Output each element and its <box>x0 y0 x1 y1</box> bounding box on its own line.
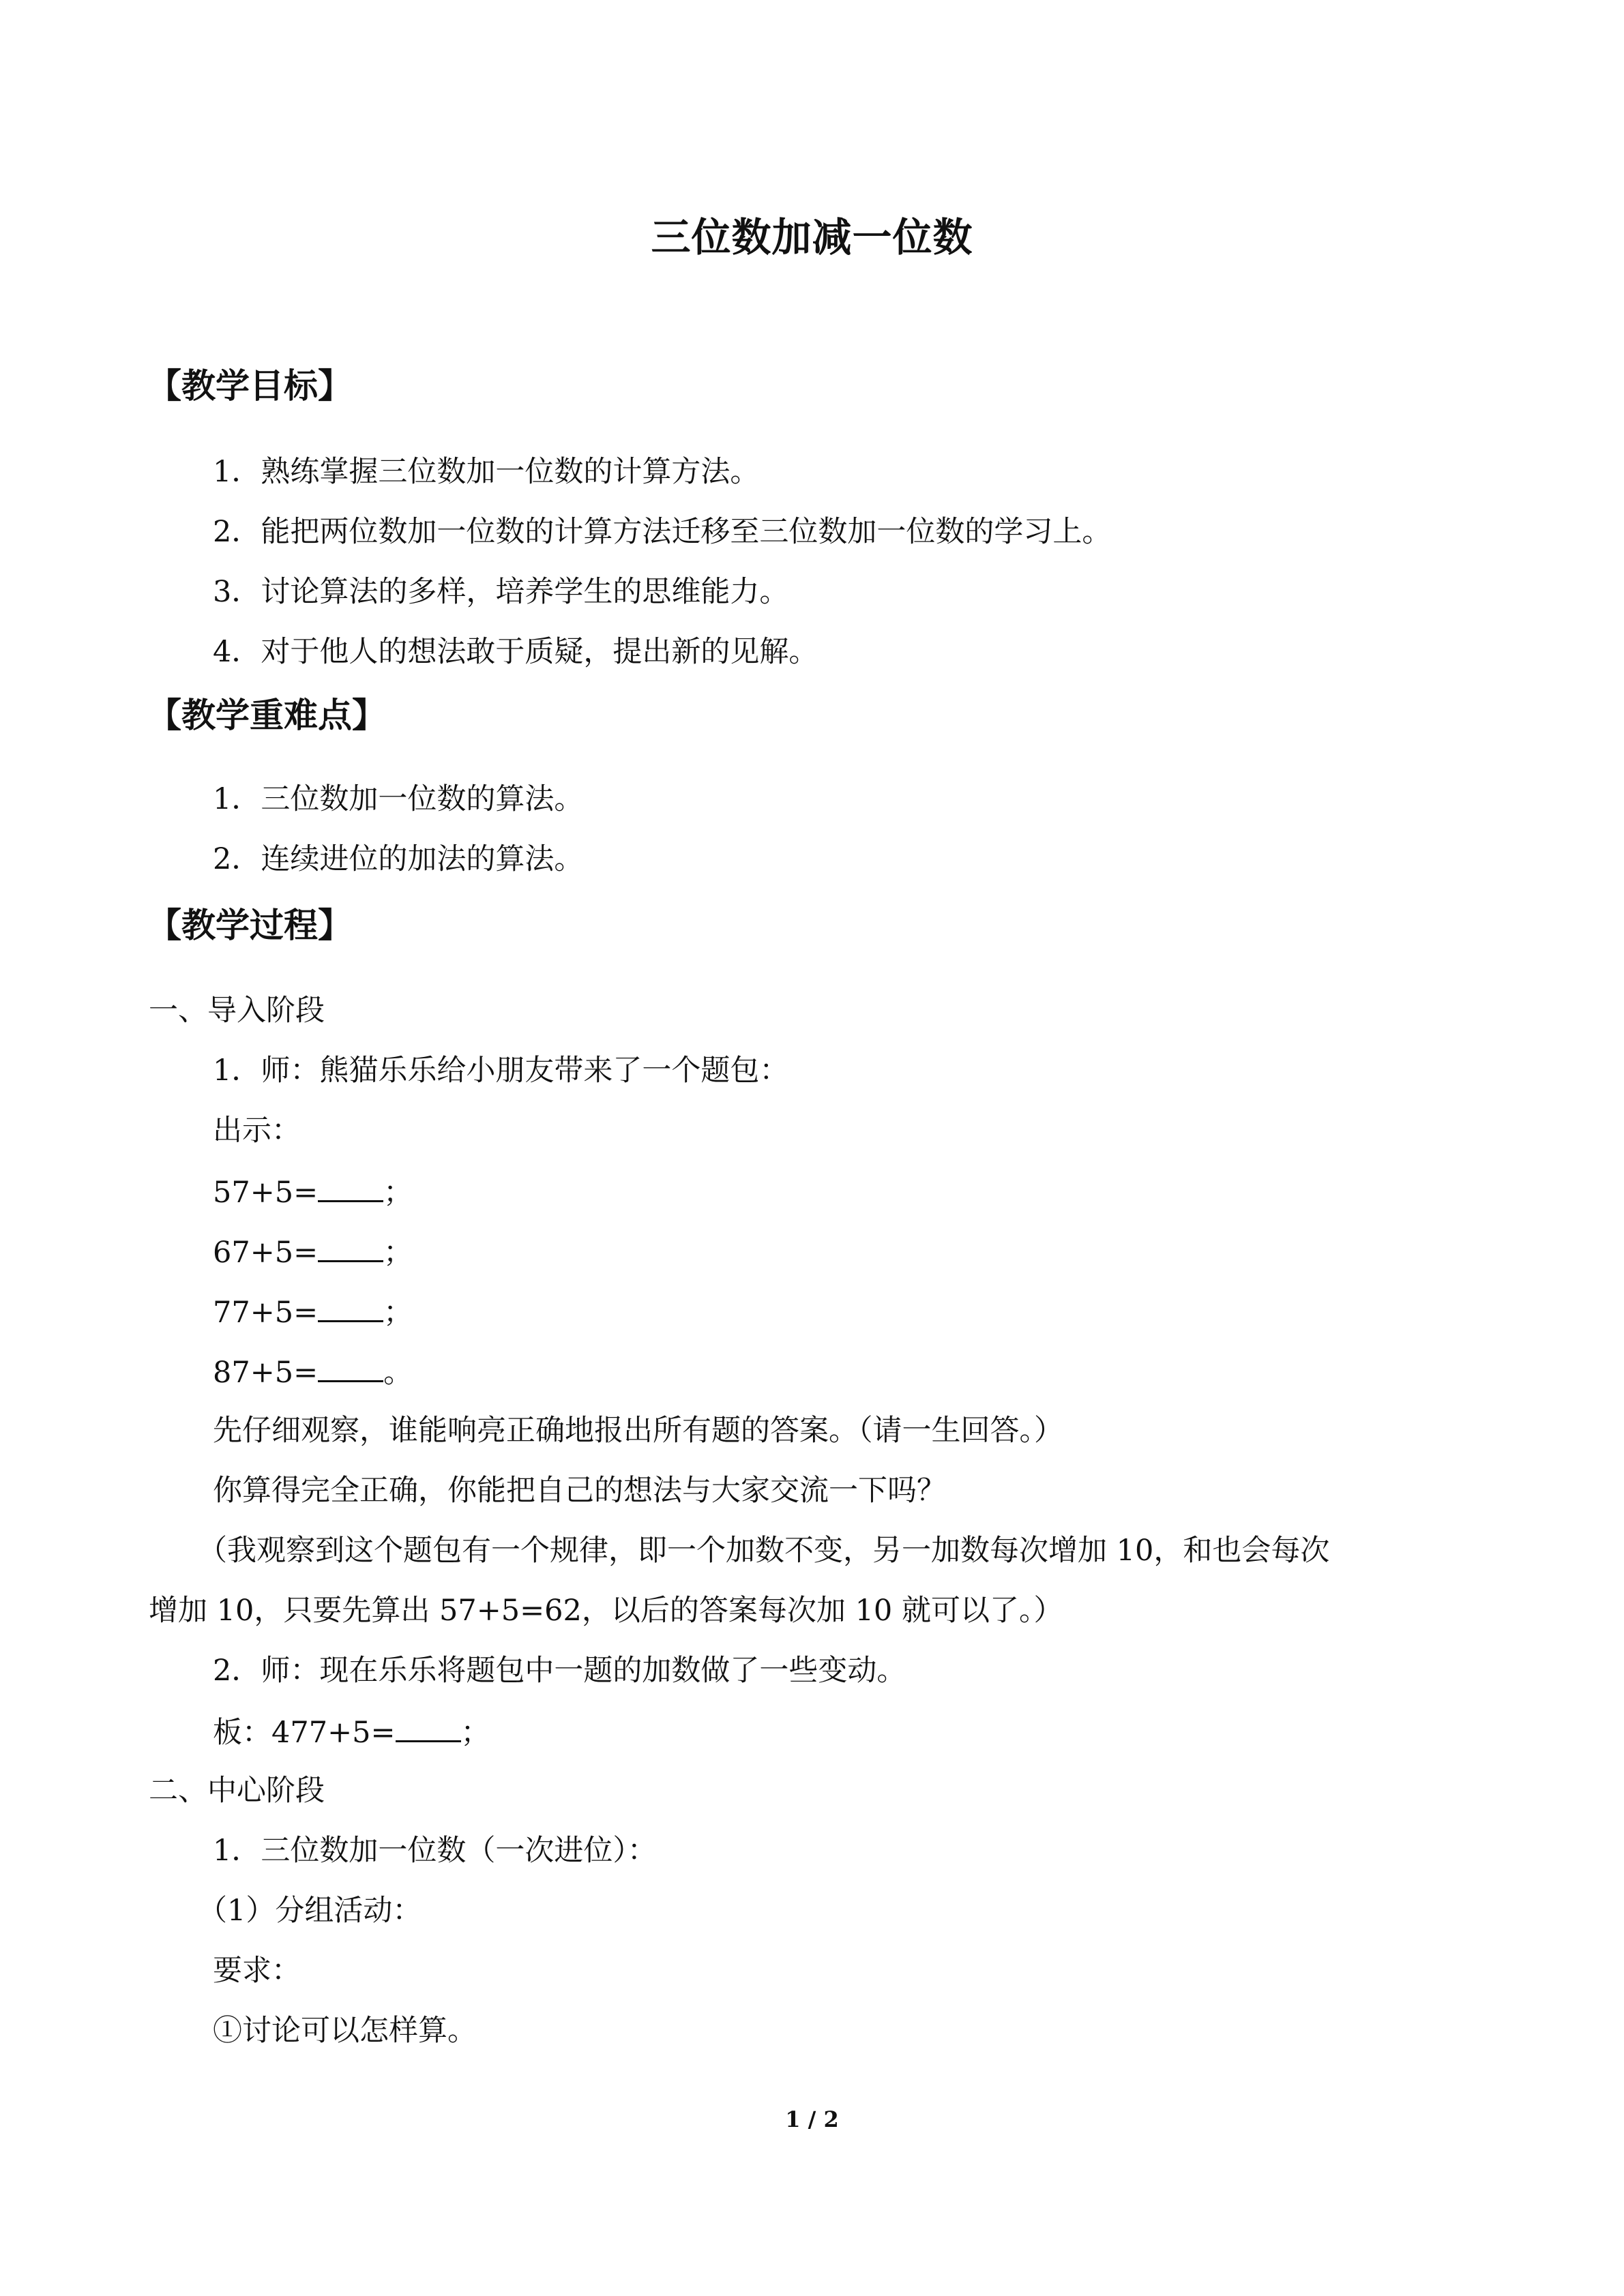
key-point-item: 1．三位数加一位数的算法。 <box>213 782 584 816</box>
stage-title: 一、导入阶段 <box>149 994 325 1028</box>
answer-blank <box>396 1710 461 1742</box>
board-expr: 477+5= <box>271 1716 396 1750</box>
stage-title: 二、中心阶段 <box>149 1774 325 1808</box>
objective-item: 1．熟练掌握三位数加一位数的计算方法。 <box>213 455 760 489</box>
equation-end: ； <box>383 1236 413 1270</box>
teacher-change: 2．师：现在乐乐将题包中一题的加数做了一些变动。 <box>213 1654 906 1688</box>
equation-end: ； <box>383 1296 413 1330</box>
equation-expr: 67+5= <box>213 1236 319 1270</box>
section-heading-key-points: 【教学重难点】 <box>147 696 386 735</box>
requirement-label: 要求： <box>213 1954 301 1988</box>
equation-expr: 57+5= <box>213 1176 319 1210</box>
observe-text: 先仔细观察，谁能响亮正确地报出所有题的答案。（请一生回答。） <box>213 1414 1063 1448</box>
objective-item: 3．讨论算法的多样，培养学生的思维能力。 <box>213 575 789 609</box>
section-heading-process: 【教学过程】 <box>147 906 352 945</box>
question-text: 你算得完全正确，你能把自己的想法与大家交流一下吗？ <box>213 1474 946 1508</box>
answer-blank <box>318 1170 383 1202</box>
objective-item: 2．能把两位数加一位数的计算方法迁移至三位数加一位数的学习上。 <box>213 515 1112 549</box>
equation-line <box>213 1170 413 1213</box>
equation-line <box>213 1290 413 1333</box>
stage2-item: 1．三位数加一位数（一次进位）： <box>213 1834 657 1868</box>
answer-blank <box>318 1350 383 1382</box>
page-number: 1 / 2 <box>785 2106 839 2132</box>
section-heading-objectives: 【教学目标】 <box>147 366 352 406</box>
board-equation <box>213 1710 490 1753</box>
equation-expr: 77+5= <box>213 1296 319 1330</box>
show-label: 出示： <box>213 1114 301 1148</box>
teacher-intro: 1．师：熊猫乐乐给小朋友带来了一个题包： <box>213 1054 789 1088</box>
answer-blank <box>318 1290 383 1322</box>
page-title: 三位数加减一位数 <box>651 214 973 260</box>
equation-line <box>213 1230 413 1273</box>
answer-text-continued: 增加 10，只要先算出 57+5=62，以后的答案每次加 10 就可以了。） <box>149 1594 1063 1628</box>
equation-expr: 87+5= <box>213 1356 319 1390</box>
objective-item: 4．对于他人的想法敢于质疑，提出新的见解。 <box>213 635 818 669</box>
stage2-subitem: （1）分组活动： <box>198 1894 422 1928</box>
equation-end: 。 <box>383 1356 413 1390</box>
requirement-item: ①讨论可以怎样算。 <box>213 2014 477 2048</box>
equation-line <box>213 1350 413 1393</box>
board-prefix: 板： <box>213 1716 271 1750</box>
key-point-item: 2．连续进位的加法的算法。 <box>213 842 584 876</box>
answer-text: （我观察到这个题包有一个规律，即一个加数不变，另一加数每次增加 10，和也会每次 <box>198 1534 1330 1568</box>
answer-blank <box>318 1230 383 1262</box>
board-end: ； <box>460 1716 490 1750</box>
equation-end: ； <box>383 1176 413 1210</box>
